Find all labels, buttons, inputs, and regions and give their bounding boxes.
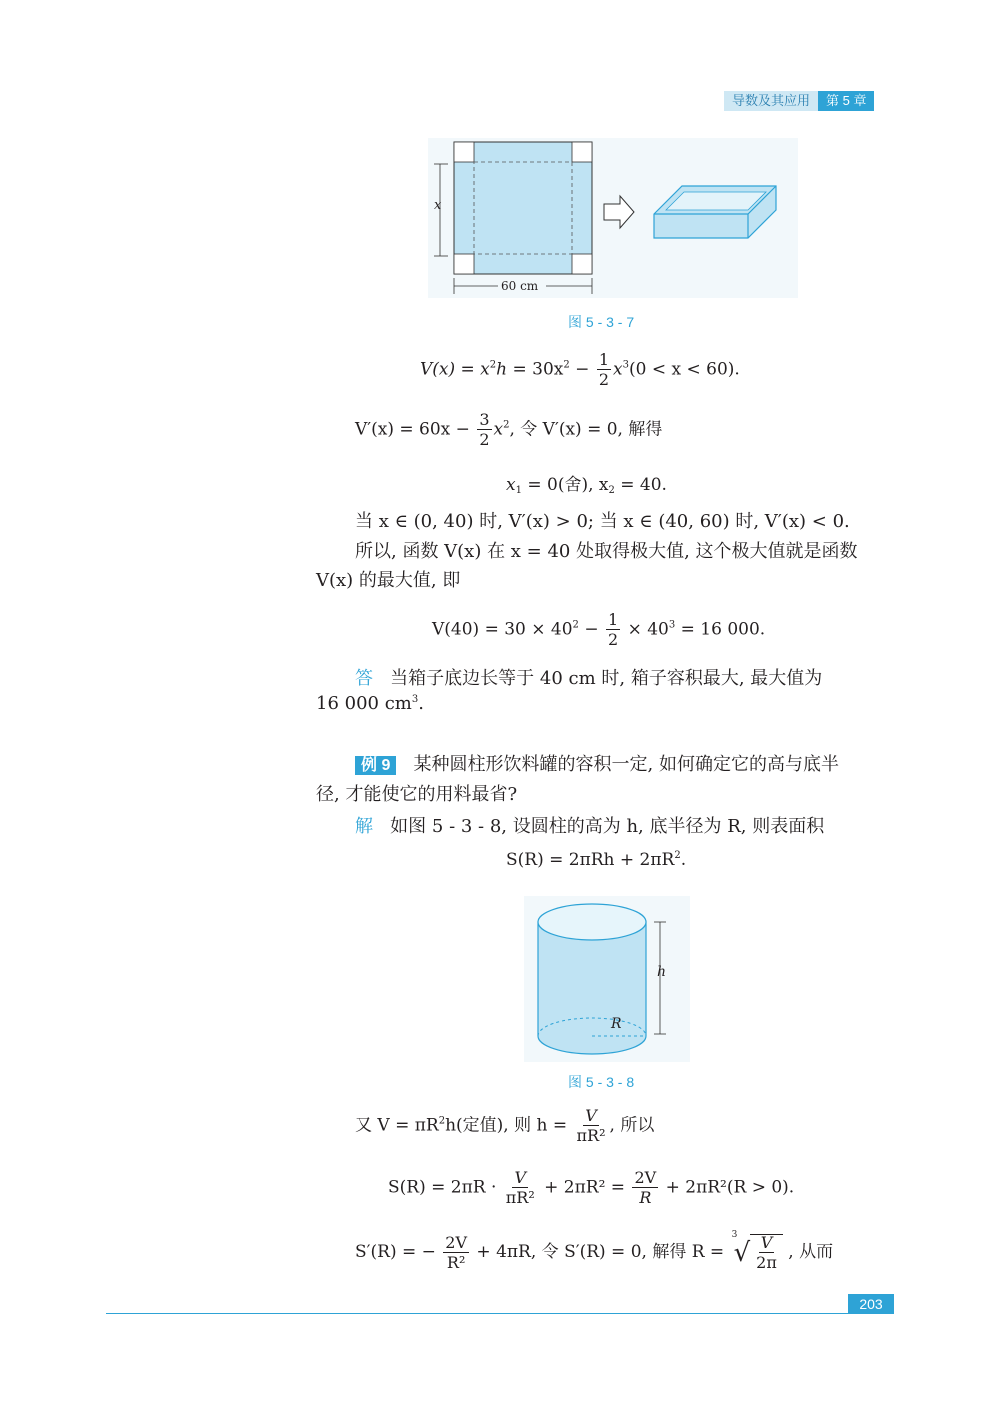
equation-derivative-S: S′(R) = − $\frac{2V}{\text{R²}}$ + 4πR, 令 S′(R) = 0, 解得 R = 3 √ $\frac{V}{2\pi}$ , 从而 — [355, 1230, 834, 1272]
fig1-label-width: 60 cm — [501, 279, 539, 293]
equation-h-expression: 又 $V = \pi R^2h$(定值), 则 h = $\frac{V}{\text{πR²}}$ , 所以 — [355, 1106, 655, 1145]
cube-root: 3 √ $\frac{V}{2\pi}$ — [730, 1234, 783, 1271]
answer-line2: 16 000 $cm^3$. — [316, 693, 424, 714]
equation-roots: $x_1 = 0$(舍), $x_2 = 40$. — [506, 475, 667, 496]
equation-surface: $S(R) = 2\pi Rh + 2\pi R^2$. — [506, 850, 687, 870]
equation-derivative: V′(x) = 60x − $\frac{3}{2}$ $x^2$, 令 V′(x) = 0, 解得 — [355, 410, 663, 449]
paragraph-max-line2: V(x) 的最大值, 即 — [316, 570, 461, 591]
fig1-label-x: x — [434, 198, 442, 213]
box-net-figure — [428, 138, 798, 298]
fig2-caption: 图 5 - 3 - 8 — [568, 1074, 635, 1090]
paragraph-monotonic: 当 x ∈ (0, 40) 时, V′(x) > 0; 当 x ∈ (40, 60) 时, V′(x) < 0. — [355, 511, 850, 532]
solution-label: 解 — [355, 816, 373, 836]
footer-rule — [106, 1313, 894, 1314]
equation-volume: $V(x) = x^2h = 30x^2$ − $\frac{1}{2}$ $x^3(0 < x < 60)$. — [420, 350, 740, 389]
equation-surface-R: S(R) = 2πR · $\frac{V}{\text{πR²}}$ + 2πR² = $\frac{2V}{R}$ + 2πR²(R > 0). — [388, 1168, 795, 1207]
answer-label: 答 — [355, 668, 373, 688]
chapter-header — [724, 91, 874, 111]
equation-max-value: $V(40) = 30 \times 40^2$ − $\frac{1}{2}$ × $40^3 = 16$ 000. — [432, 610, 766, 649]
example9-line1: 例 9 某种圆柱形饮料罐的容积一定, 如何确定它的高与底半 — [355, 750, 839, 776]
page-number: 203 — [848, 1294, 894, 1314]
paragraph-max-line1: 所以, 函数 V(x) 在 x = 40 处取得极大值, 这个极大值就是函数 — [355, 541, 858, 562]
chapter-title: 导数及其应用 — [724, 91, 818, 111]
example9-line2: 径, 才能使它的用料最省? — [316, 784, 518, 805]
chapter-number: 第 5 章 — [818, 91, 874, 111]
example-tag: 例 9 — [355, 756, 396, 775]
answer-line1: 答 当箱子底边长等于 40 cm 时, 箱子容积最大, 最大值为 — [355, 668, 823, 689]
fig2-label-R: R — [611, 1016, 622, 1032]
fig2-label-h: h — [657, 964, 667, 980]
fig1-caption: 图 5 - 3 - 7 — [568, 314, 635, 330]
solution-line1: 解 如图 5 - 3 - 8, 设圆柱的高为 h, 底半径为 R, 则表面积 — [355, 816, 825, 837]
